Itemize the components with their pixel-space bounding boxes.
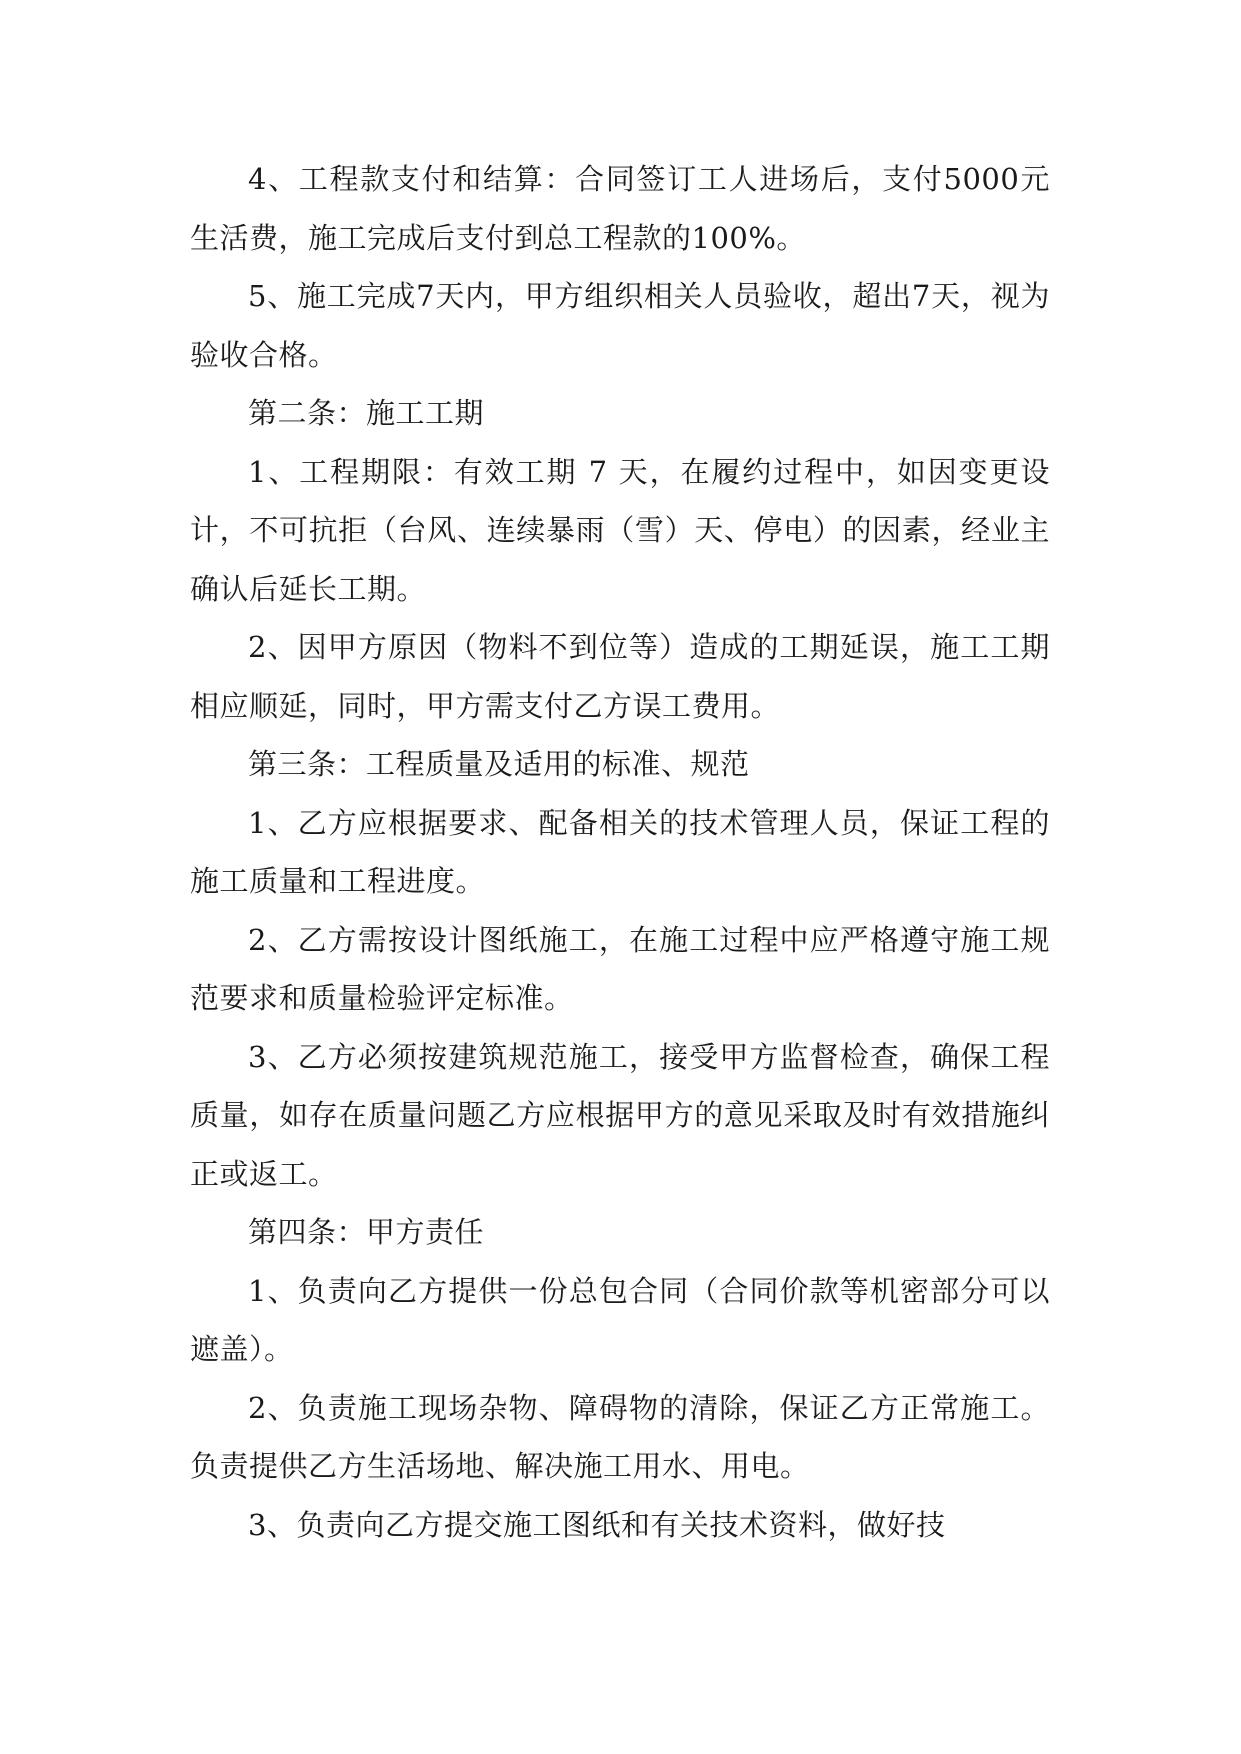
document-page	[190, 150, 1050, 1554]
paragraph-submit-drawings: 3、负责向乙方提交施工图纸和有关技术资料，做好技	[248, 1507, 946, 1542]
paragraph-delay-party-a: 2、因甲方原因（物料不到位等）造成的工期延误，施工工期相应顺延，同时，甲方需支付乙方误工费用。	[190, 630, 1050, 723]
paragraph-project-term: 1、工程期限：有效工期 7 天，在履约过程中，如因变更设计，不可抗拒（台风、连续暴雨（雪）天、停电）的因素，经业主确认后延长工期。	[190, 454, 1050, 606]
section-heading-construction-period: 第二条：施工工期	[248, 396, 485, 430]
section-heading-party-a-responsibility: 第四条：甲方责任	[248, 1215, 485, 1249]
paragraph-acceptance: 5、施工完成7天内，甲方组织相关人员验收，超出7天，视为验收合格。	[190, 279, 1050, 372]
paragraph-building-codes: 3、乙方必须按建筑规范施工，接受甲方监督检查，确保工程质量，如存在质量问题乙方应根据甲方的意见采取及时有效措施纠正或返工。	[190, 1039, 1050, 1191]
paragraph-provide-contract: 1、负责向乙方提供一份总包合同（合同价款等机密部分可以遮盖）。	[190, 1273, 1050, 1366]
paragraph-staffing: 1、乙方应根据要求、配备相关的技术管理人员，保证工程的施工质量和工程进度。	[190, 805, 1050, 898]
paragraph-site-clearing: 2、负责施工现场杂物、障碍物的清除，保证乙方正常施工。负责提供乙方生活场地、解决施工用水、用电。	[190, 1390, 1050, 1483]
section-heading-quality-standards: 第三条：工程质量及适用的标准、规范	[248, 747, 750, 781]
paragraph-payment-settlement: 4、工程款支付和结算：合同签订工人进场后，支付5000元生活费，施工完成后支付到总工程款的100%。	[190, 162, 1050, 255]
paragraph-follow-drawings: 2、乙方需按设计图纸施工，在施工过程中应严格遵守施工规范要求和质量检验评定标准。	[190, 922, 1050, 1015]
